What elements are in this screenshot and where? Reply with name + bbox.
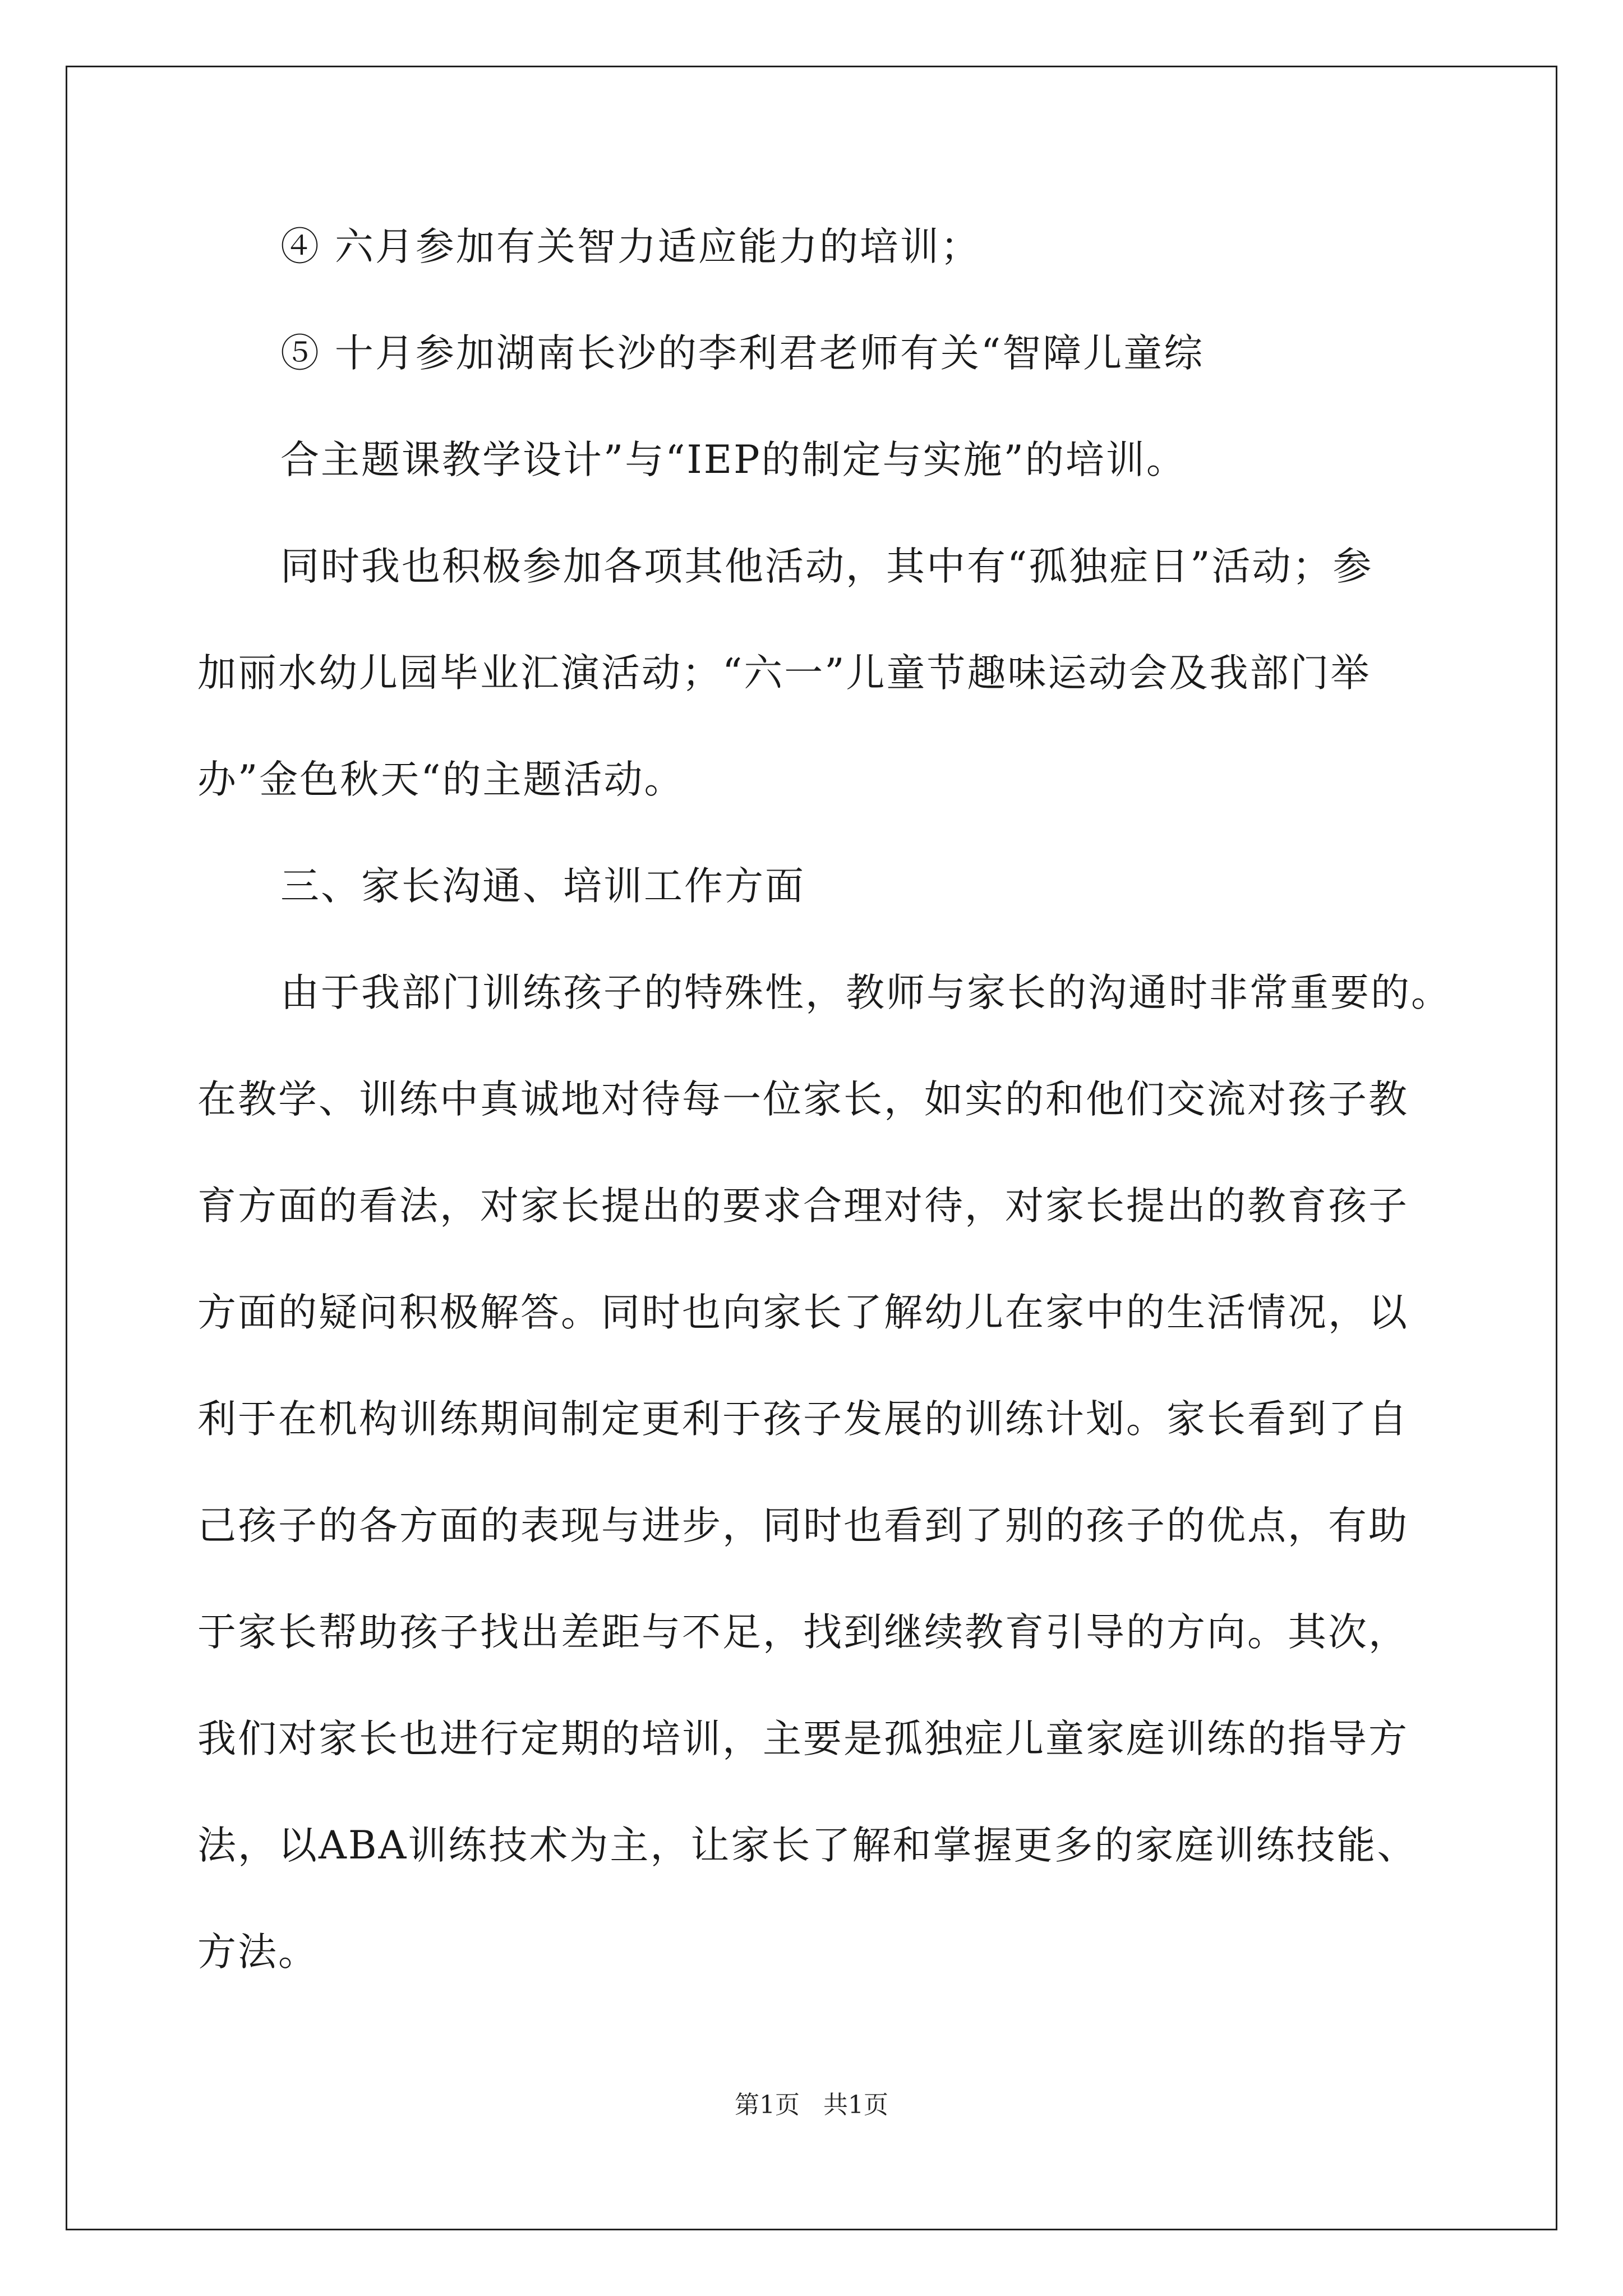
- text-line: 加丽水幼儿园毕业汇演活动；“六一”儿童节趣味运动会及我部门举: [197, 651, 1371, 696]
- text-line: 方法。: [197, 1930, 319, 1975]
- text-line: 办”金色秋天“的主题活动。: [197, 757, 685, 802]
- page-number-footer: 第1页 共1页: [735, 2091, 888, 2119]
- text-line: 于家长帮助孩子找出差距与不足，找到继续教育引导的方向。其次，: [197, 1610, 1409, 1655]
- text-line: 方面的疑问积极解答。同时也向家长了解幼儿在家中的生活情况，以: [197, 1290, 1409, 1335]
- text-line: 育方面的看法，对家长提出的要求合理对待，对家长提出的教育孩子: [197, 1184, 1409, 1228]
- section-heading: 三、家长沟通、培训工作方面: [280, 864, 805, 909]
- text-line: 己孩子的各方面的表现与进步，同时也看到了别的孩子的优点，有助: [197, 1503, 1409, 1548]
- text-line: 由于我部门训练孩子的特殊性，教师与家长的沟通时非常重要的。: [280, 970, 1451, 1015]
- text-line: ⑤ 十月参加湖南长沙的李利君老师有关“智障儿童综: [280, 331, 1205, 376]
- text-line: ④ 六月参加有关智力适应能力的培训；: [280, 224, 981, 269]
- text-line: 合主题课教学设计”与“IEP的制定与实施”的培训。: [280, 438, 1187, 482]
- page-border: [66, 66, 1557, 2230]
- text-line: 利于在机构训练期间制定更利于孩子发展的训练计划。家长看到了自: [197, 1397, 1409, 1442]
- text-line: 法，以ABA训练技术为主，让家长了解和掌握更多的家庭训练技能、: [197, 1823, 1418, 1868]
- text-line: 在教学、训练中真诚地对待每一位家长，如实的和他们交流对孩子教: [197, 1077, 1409, 1122]
- text-line: 我们对家长也进行定期的培训，主要是孤独症儿童家庭训练的指导方: [197, 1717, 1409, 1761]
- text-line: 同时我也积极参加各项其他活动，其中有“孤独症日”活动；参: [280, 544, 1373, 589]
